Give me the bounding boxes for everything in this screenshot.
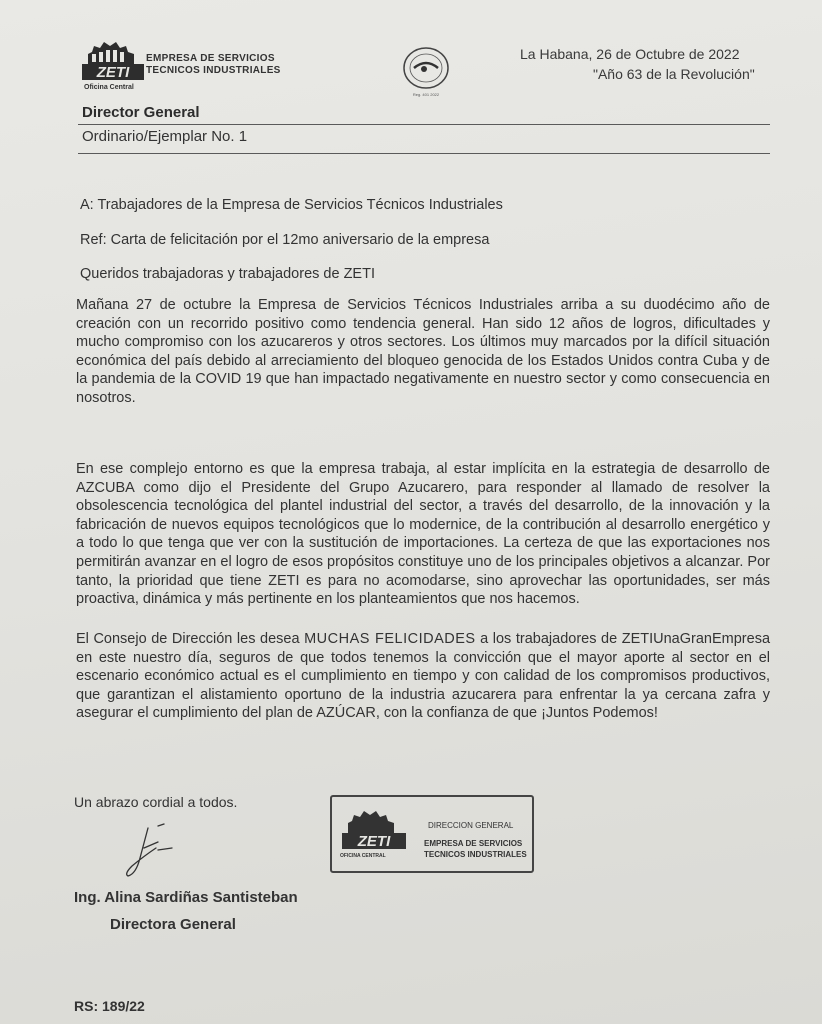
greeting: Queridos trabajadoras y trabajadores de ZETI xyxy=(80,266,375,282)
p3-text: a los trabajadores de ZETIUnaGranEmpresa en este nuestro día, seguros de que todos tenemos la convicción que el mayor aporte al sector en el escenario económico actual es el cumplimiento en tiempo y con calidad de los compromisos productivos, que garantizan el alistamiento oportuno de la industria azucarera para enfrentar la ya cercana zafra y asegurar el cumplimiento del plan de AZÚCAR, con la confianza de que ¡Juntos Podemos! xyxy=(76,631,771,722)
divider xyxy=(78,153,770,154)
felicidades-emphasis: MUCHAS FELICIDADES xyxy=(304,631,476,647)
svg-text:ZETI: ZETI xyxy=(96,64,130,81)
paragraph-2: En ese complejo entorno es que la empresa trabaja, al estar implícita en la estrategia de desarrollo de AZCUBA como dijo el Presidente del Grupo Azucarero, para responder al llamado de resolver la obsolescencia tecnológica del plantel industrial del sector, a través del desarrollo, de la innovación y la fabricación de nuevos equipos tecnológicos que lo modernice, de la contribución al desarrollo energético y a todo lo que tenga que ver con la sustitución de importaciones. La certeza de que las exportaciones nos permitirán avanzar en el logro de esos propósitos constituye uno de los principales objetivos a alcanzar. Por tanto, la prioridad que tiene ZETI es para no acomodarse, sino aprovechar las oportunidades, ser más proactiva, dinámica y más pertinente en los planteamientos que nos hacemos. xyxy=(76,461,770,608)
office-label: Oficina Central xyxy=(84,84,134,91)
stamp-line3: TECNICOS INDUSTRIALES xyxy=(424,850,527,859)
stamp-office: OFICINA CENTRAL xyxy=(340,853,386,859)
year-motto: "Año 63 de la Revolución" xyxy=(593,66,755,82)
paragraph-1: Mañana 27 de octubre la Empresa de Servicios Técnicos Industriales arriba a su duodécimo año de creación con un recorrido positivo como tendencia general. Han sido 12 años de logros, dificultades y mucho compromiso con los azucareros y otros sectores. Los últimos muy marcados por la difícil situación económica del país debido al arreciamiento del bloqueo genocida de los Estados Unidos contra Cuba y de la pandemia de la COVID 19 que han impactado negativamente en nuestro sector y como consecuencia en nosotros. xyxy=(76,297,770,406)
official-stamp xyxy=(330,795,534,873)
company-name-line2: TECNICOS INDUSTRIALES xyxy=(146,65,281,76)
zeti-gear-icon xyxy=(82,40,146,82)
company-logo xyxy=(82,40,282,100)
company-name-line1: EMPRESA DE SERVICIOS xyxy=(146,53,275,64)
signer-role: Directora General xyxy=(110,916,236,933)
reference-line: Ref: Carta de felicitación por el 12mo aniversario de la empresa xyxy=(80,232,490,248)
closing-line: Un abrazo cordial a todos. xyxy=(74,794,238,810)
date-line: La Habana, 26 de Octubre de 2022 xyxy=(520,46,740,62)
ordinario-line: Ordinario/Ejemplar No. 1 xyxy=(82,128,248,145)
seal-caption: Reg. 401 2022 xyxy=(412,92,440,97)
divider xyxy=(78,124,770,125)
registration-seal xyxy=(390,46,462,106)
stamp-line2: EMPRESA DE SERVICIOS xyxy=(424,839,523,848)
stamp-line1: DIRECCION GENERAL xyxy=(428,821,514,830)
signer-name: Ing. Alina Sardiñas Santisteban xyxy=(74,889,298,906)
recipient-line: A: Trabajadores de la Empresa de Servicios Técnicos Industriales xyxy=(80,197,503,213)
reference-number: RS: 189/22 xyxy=(74,998,145,1014)
svg-text:ZETI: ZETI xyxy=(357,833,391,850)
handwritten-signature xyxy=(118,818,198,884)
seal-icon xyxy=(390,46,462,94)
paragraph-3 xyxy=(76,630,770,723)
stamp-logo-icon xyxy=(342,809,412,853)
director-heading: Director General xyxy=(82,104,200,121)
p3-text: El Consejo de Dirección les desea xyxy=(76,631,305,647)
